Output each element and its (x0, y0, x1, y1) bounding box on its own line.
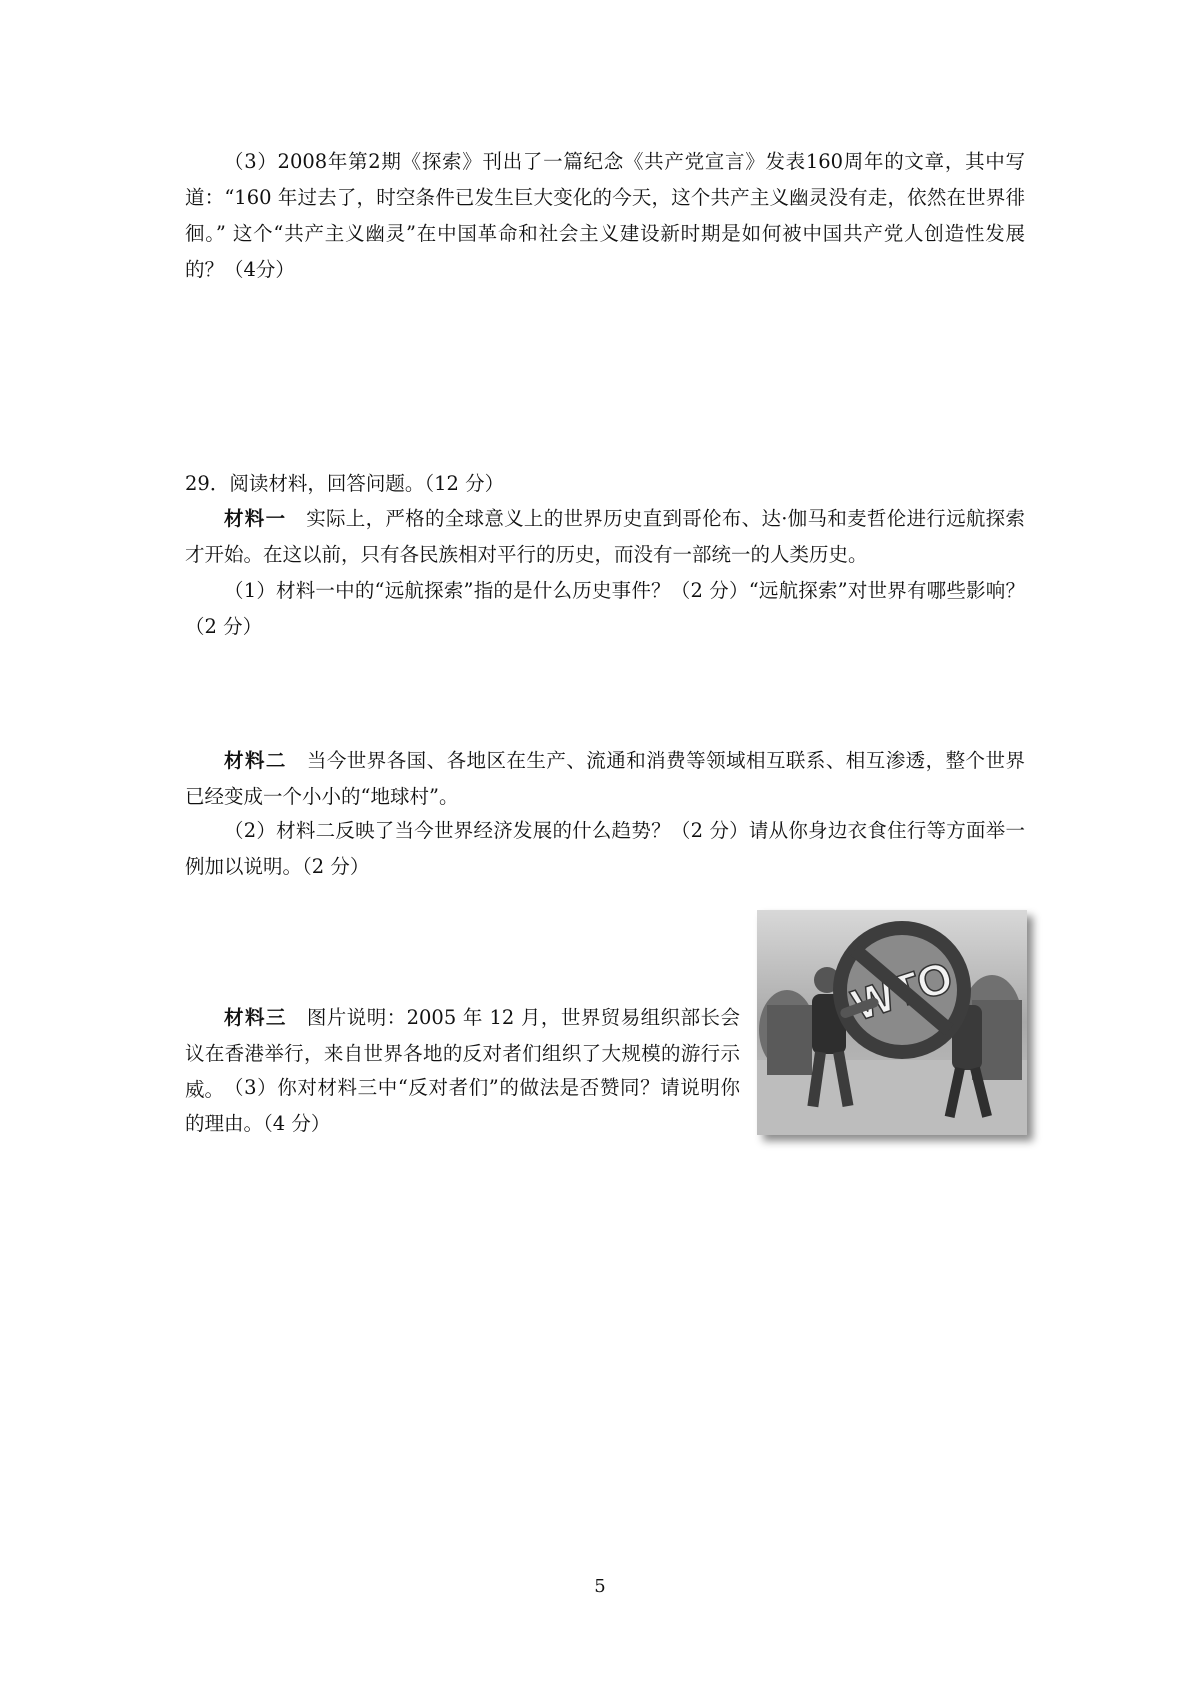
question-28-part-3: （3）2008年第2期《探索》刊出了一篇纪念《共产党宣言》发表160周年的文章，其中写道：“160 年过去了，时空条件已发生巨大变化的今天，这个共产主义幽灵没有走，依然在世界徘徊。” 这个“共产主义幽灵”在中国革命和社会主义建设新时期是如何被中国共产党人创造性发展的？（4分） (185, 150, 1025, 281)
material-1-text: 实际上，严格的全球意义上的世界历史直到哥伦布、达·伽马和麦哲伦进行远航探索才开始。在这以前，只有各民族相对平行的历史，而没有一部统一的人类历史。 (185, 507, 1025, 566)
question-29-heading: 29．阅读材料，回答问题。（12 分） (185, 472, 505, 495)
page-number: 5 (594, 1576, 606, 1597)
material-3-text: 图片说明：2005 年 12 月，世界贸易组织部长会议在香港举行，来自世界各地的反对者们组织了大规模的游行示威。 (185, 1006, 740, 1101)
material-1-label: 材料一 (224, 507, 287, 530)
question-29-sub-1: （1）材料一中的“远航探索”指的是什么历史事件？（2 分）“远航探索”对世界有哪些影响？（2 分） (185, 579, 1025, 638)
wto-protest-photo (757, 910, 1027, 1135)
material-1 (185, 501, 1025, 573)
material-2-text: 当今世界各国、各地区在生产、流通和消费等领域相互联系、相互渗透，整个世界已经变成一个小小的“地球村”。 (185, 749, 1025, 808)
material-3-label: 材料三 (224, 1006, 287, 1029)
question-29-sub-3: （3）你对材料三中“反对者们”的做法是否赞同？请说明你的理由。（4 分） (185, 1076, 740, 1135)
material-2 (185, 743, 1025, 815)
question-29-sub-2: （2）材料二反映了当今世界经济发展的什么趋势？（2 分）请从你身边衣食住行等方面举一例加以说明。（2 分） (185, 819, 1025, 878)
material-2-label: 材料二 (224, 749, 287, 772)
